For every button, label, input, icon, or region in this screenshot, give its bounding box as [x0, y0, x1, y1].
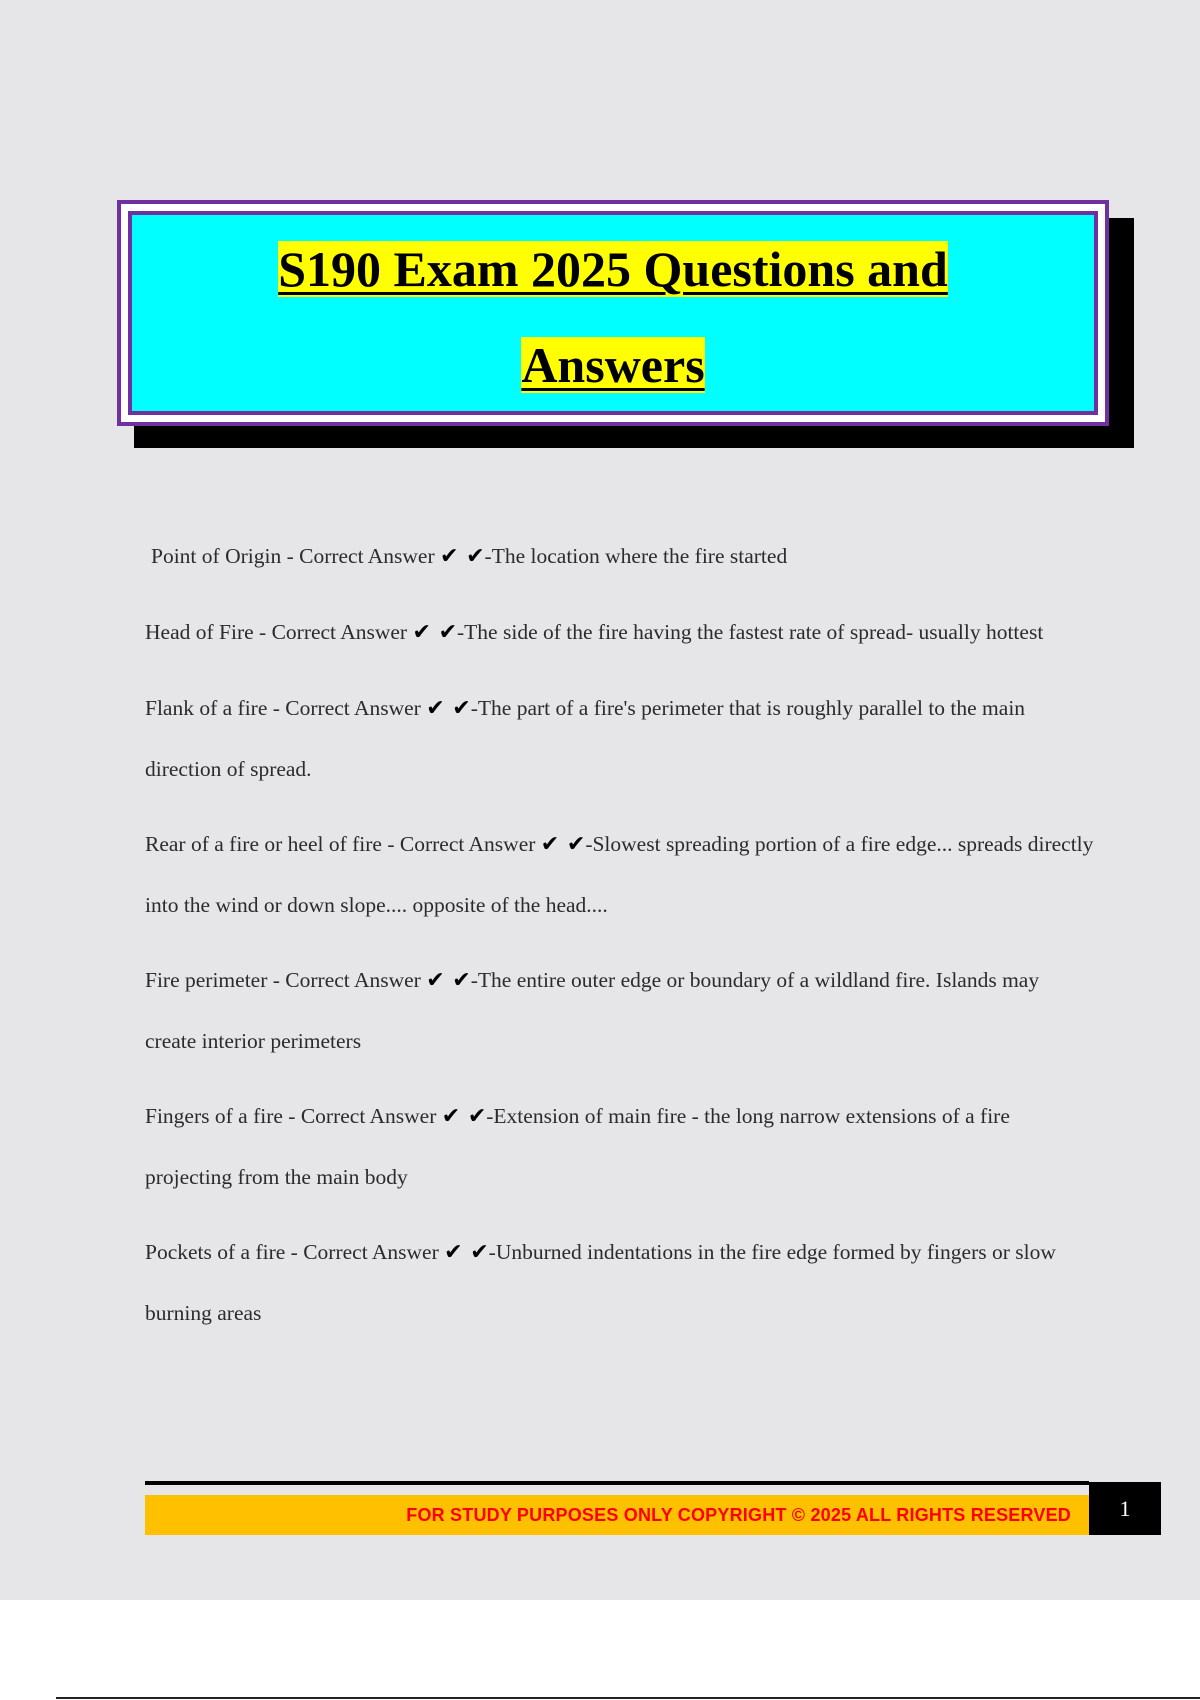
qa-term: Pockets of a fire - Correct Answer	[145, 1240, 439, 1264]
qa-item-point-of-origin	[145, 526, 1095, 587]
qa-term: Head of Fire - Correct Answer	[145, 620, 408, 644]
qa-definition: -The part of a fire's perimeter that is roughly parallel to the main direction of spread.	[145, 696, 1026, 781]
qa-item-flank-of-fire	[145, 678, 1095, 799]
check-icon: ✔ ✔	[444, 1240, 489, 1265]
qa-term: Point of Origin - Correct Answer	[151, 544, 435, 568]
qa-definition: -The side of the fire having the fastest rate of spread- usually hottest	[457, 620, 1044, 644]
qa-definition: -The location where the fire started	[484, 544, 788, 568]
qa-item-fingers-of-fire	[145, 1086, 1095, 1207]
qa-definition: -Slowest spreading portion of a fire edge... spreads directly into the wind or down slope.... opposite of the head....	[145, 832, 1094, 917]
qa-term: Fingers of a fire - Correct Answer	[145, 1104, 437, 1128]
check-icon: ✔ ✔	[540, 832, 586, 857]
qa-term: Flank of a fire - Correct Answer	[145, 696, 421, 720]
qa-item-rear-of-fire	[145, 814, 1095, 935]
qa-list	[145, 526, 1095, 1358]
footer-rule	[145, 1481, 1089, 1485]
title-line-2: Answers	[521, 337, 705, 393]
qa-item-fire-perimeter	[145, 950, 1095, 1071]
bottom-divider	[56, 1697, 1200, 1699]
footer-copyright-notice: FOR STUDY PURPOSES ONLY COPYRIGHT © 2025 ALL RIGHTS RESERVED	[406, 1505, 1071, 1525]
qa-definition: -The entire outer edge or boundary of a wildland fire. Islands may create interior perimeters	[145, 968, 1040, 1053]
footer-bar	[145, 1495, 1089, 1535]
qa-term: Rear of a fire or heel of fire - Correct Answer	[145, 832, 536, 856]
qa-item-pockets-of-fire	[145, 1222, 1095, 1343]
qa-definition: -Extension of main fire - the long narrow extensions of a fire projecting from the main body	[145, 1104, 1010, 1189]
check-icon: ✔ ✔	[441, 1104, 487, 1129]
page-number-box	[1089, 1482, 1161, 1535]
page-title	[132, 215, 1094, 413]
qa-term: Fire perimeter - Correct Answer	[145, 968, 421, 992]
page-number: 1	[1119, 1496, 1131, 1521]
title-box-inner	[128, 211, 1098, 415]
title-box	[117, 200, 1109, 426]
check-icon: ✔ ✔	[412, 620, 458, 645]
qa-definition: -Unburned indentations in the fire edge formed by fingers or slow burning areas	[145, 1240, 1056, 1325]
check-icon: ✔ ✔	[426, 968, 471, 993]
title-line-1: S190 Exam 2025 Questions and	[278, 241, 948, 297]
check-icon: ✔ ✔	[426, 696, 471, 721]
qa-item-head-of-fire	[145, 602, 1095, 663]
check-icon: ✔ ✔	[440, 544, 485, 569]
